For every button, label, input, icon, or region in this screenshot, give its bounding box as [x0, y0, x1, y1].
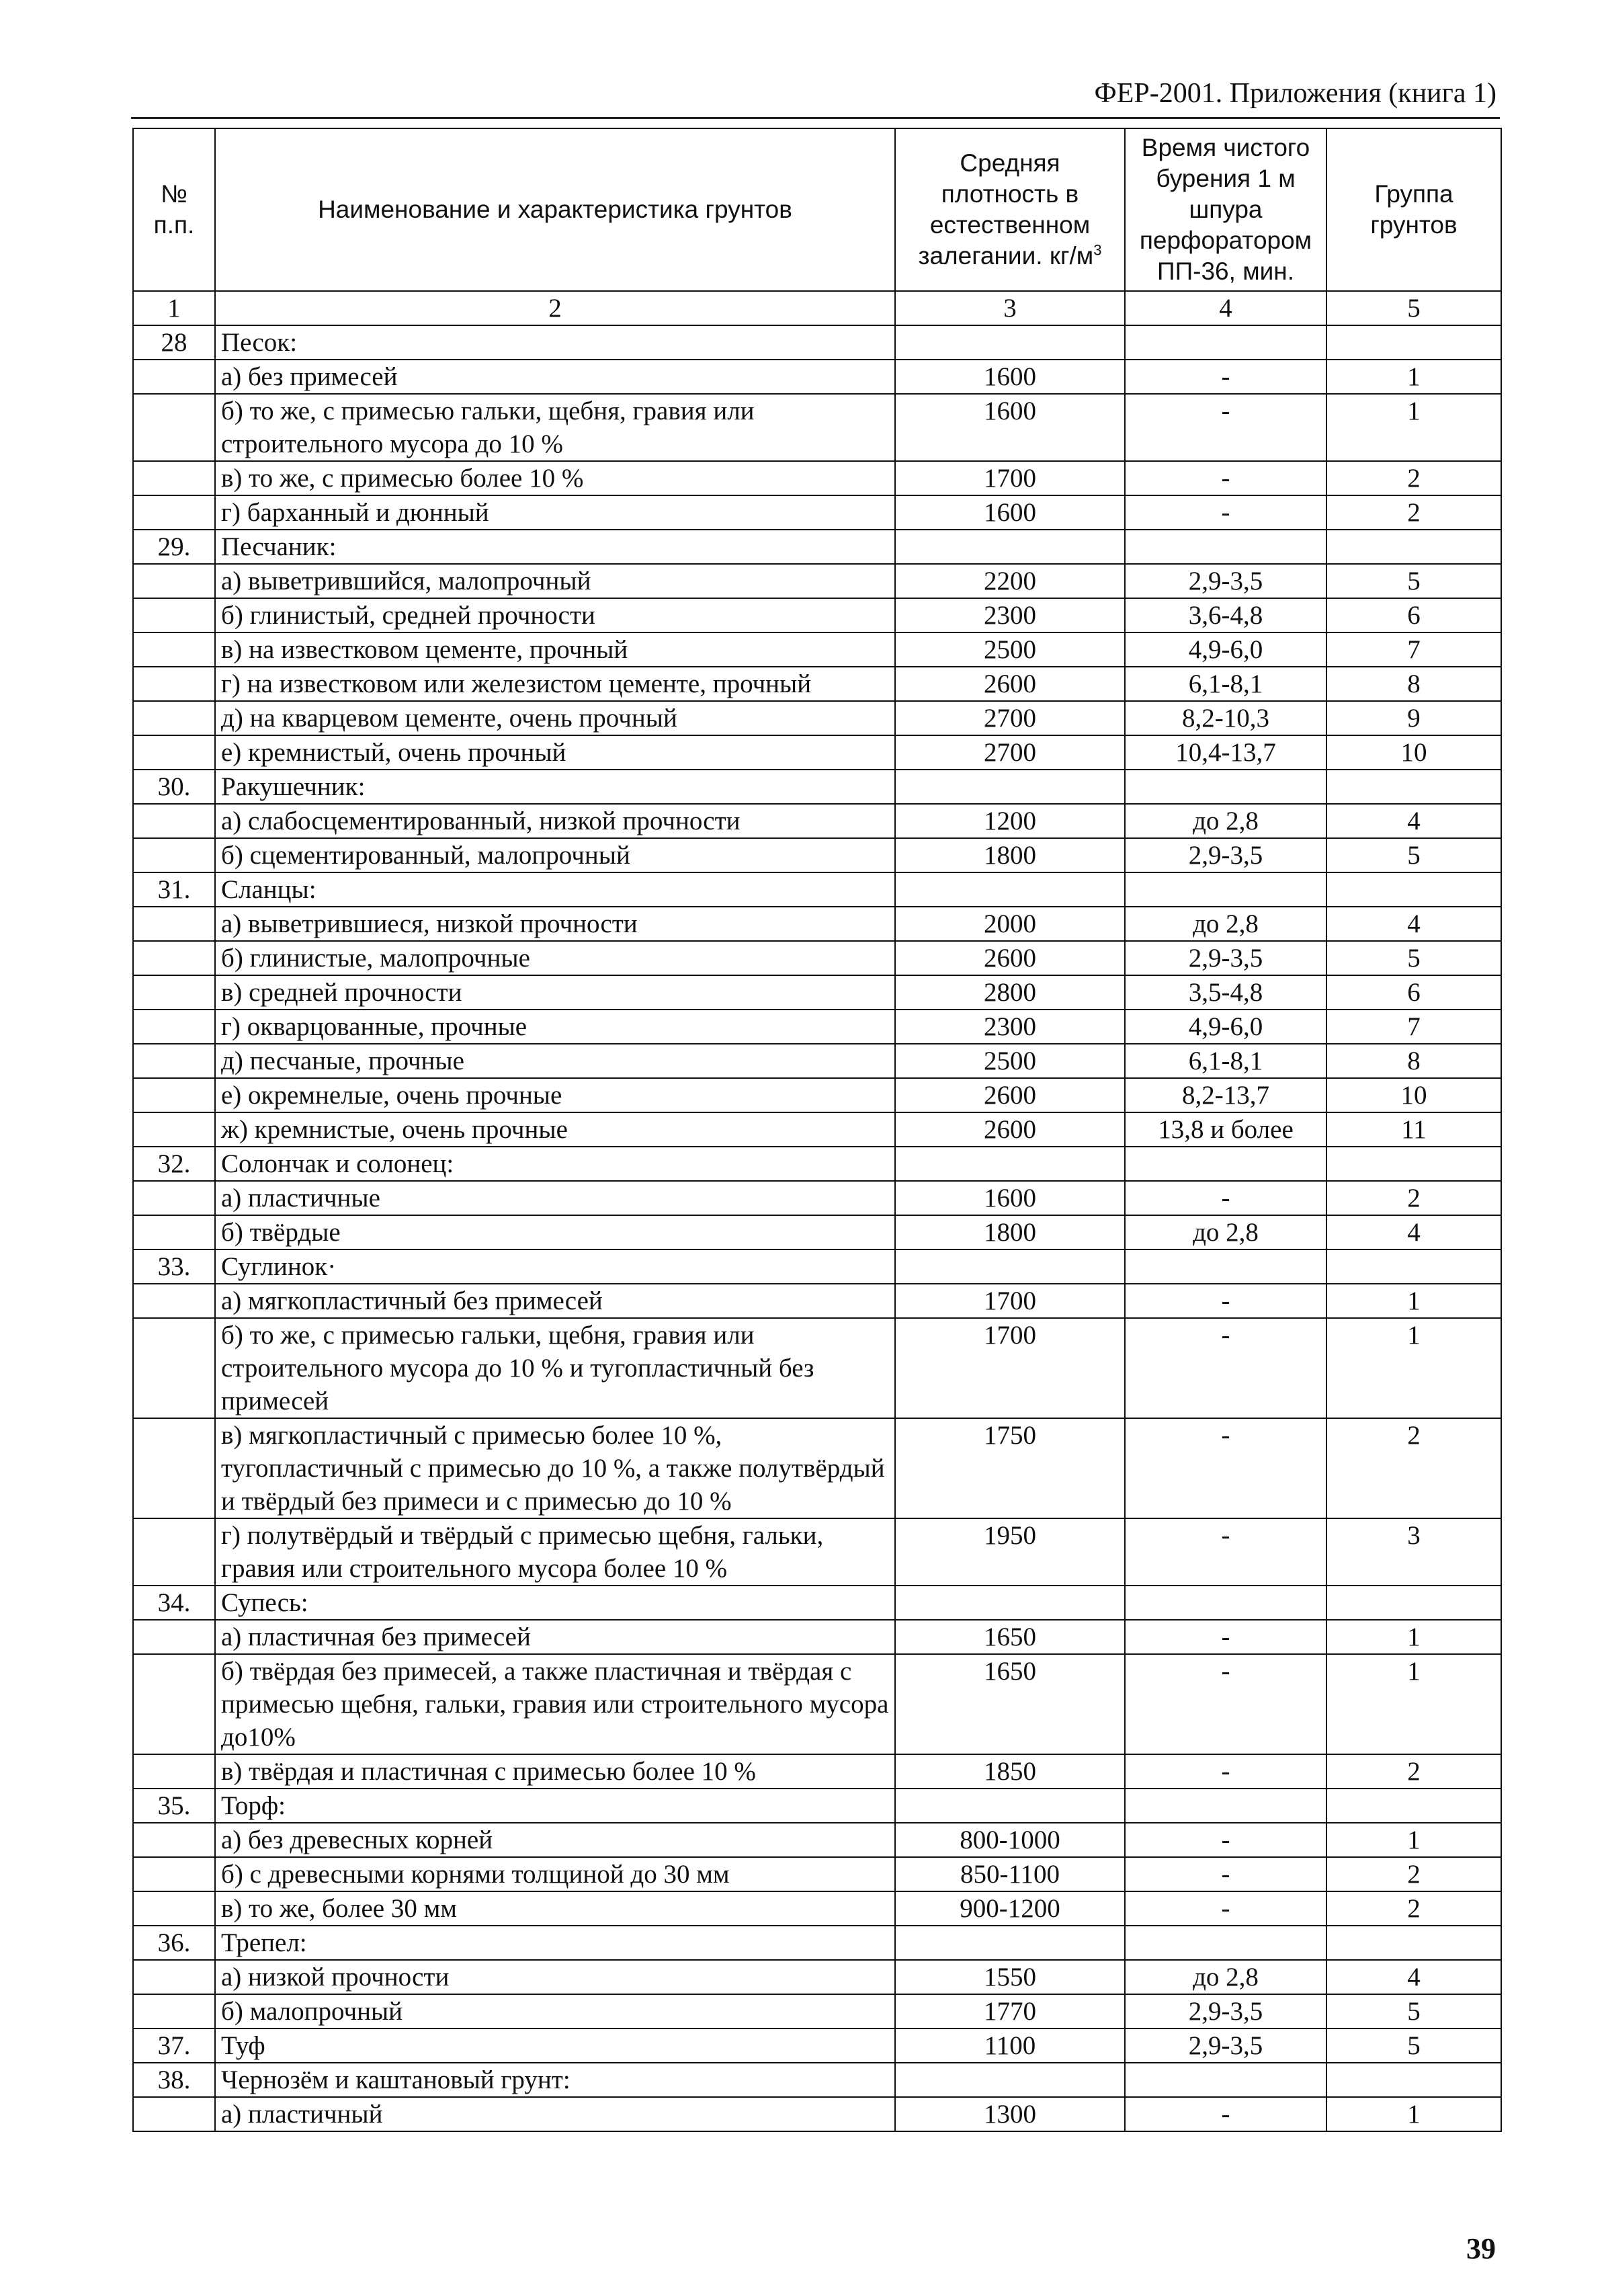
- soil-name: д) песчаные, прочные: [215, 1044, 895, 1078]
- soil-group-value: 1: [1326, 360, 1501, 394]
- table-row: [133, 1754, 1501, 1789]
- drill-time-value: -: [1125, 1518, 1326, 1586]
- drill-time-value: -: [1125, 1318, 1326, 1418]
- table-row: [133, 2063, 1501, 2097]
- drill-time-value: -: [1125, 1891, 1326, 1926]
- table-row: [133, 1249, 1501, 1284]
- density-value: [895, 1926, 1125, 1960]
- density-value: 2600: [895, 667, 1125, 701]
- table-row: [133, 941, 1501, 975]
- soil-group-value: 5: [1326, 838, 1501, 872]
- density-value: 1700: [895, 1284, 1125, 1318]
- drill-time-value: 8,2-10,3: [1125, 701, 1326, 735]
- column-number: 2: [215, 291, 895, 325]
- table-row: [133, 1078, 1501, 1112]
- soil-name: б) с древесными корнями толщиной до 30 мм: [215, 1857, 895, 1891]
- density-value: 2500: [895, 632, 1125, 667]
- soil-name: б) сцементированный, малопрочный: [215, 838, 895, 872]
- density-value: [895, 1586, 1125, 1620]
- soil-name: а) без примесей: [215, 360, 895, 394]
- table-row: [133, 360, 1501, 394]
- soil-name: Супесь:: [215, 1586, 895, 1620]
- table-row: [133, 1215, 1501, 1249]
- soil-group-value: 7: [1326, 632, 1501, 667]
- drill-time-value: до 2,8: [1125, 1960, 1326, 1994]
- row-number: [133, 1823, 215, 1857]
- soil-group-value: [1326, 1147, 1501, 1181]
- soil-name: б) глинистые, малопрочные: [215, 941, 895, 975]
- drill-time-value: [1125, 530, 1326, 564]
- drill-time-value: 2,9-3,5: [1125, 941, 1326, 975]
- soil-group-value: 5: [1326, 1994, 1501, 2028]
- row-number: [133, 1284, 215, 1318]
- table-row: [133, 2097, 1501, 2131]
- soil-group-value: 2: [1326, 461, 1501, 495]
- table-row: [133, 1789, 1501, 1823]
- soil-name: в) то же, более 30 мм: [215, 1891, 895, 1926]
- soil-group-value: 2: [1326, 1754, 1501, 1789]
- soil-name: г) на известковом или железистом цементе, прочный: [215, 667, 895, 701]
- soil-group-value: 4: [1326, 1215, 1501, 1249]
- drill-time-value: 2,9-3,5: [1125, 838, 1326, 872]
- soil-group-value: 7: [1326, 1010, 1501, 1044]
- row-number: [133, 495, 215, 530]
- row-number: [133, 1891, 215, 1926]
- table-row: [133, 1857, 1501, 1891]
- soil-name: а) слабосцементированный, низкой прочности: [215, 804, 895, 838]
- row-number: [133, 1654, 215, 1754]
- density-value: [895, 1147, 1125, 1181]
- density-value: 900-1200: [895, 1891, 1125, 1926]
- header-divider: [131, 117, 1500, 119]
- density-value: [895, 530, 1125, 564]
- soil-name: б) глинистый, средней прочности: [215, 598, 895, 632]
- soil-name: ж) кремнистые, очень прочные: [215, 1112, 895, 1147]
- table-row: [133, 394, 1501, 461]
- table-row: [133, 1823, 1501, 1857]
- soil-group-value: [1326, 1926, 1501, 1960]
- table-row: [133, 564, 1501, 598]
- table-row: [133, 1960, 1501, 1994]
- drill-time-value: -: [1125, 461, 1326, 495]
- row-number: [133, 975, 215, 1010]
- density-value: 1950: [895, 1518, 1125, 1586]
- soil-group-value: 2: [1326, 495, 1501, 530]
- drill-time-value: [1125, 872, 1326, 907]
- table-row: [133, 1586, 1501, 1620]
- soil-name: Сланцы:: [215, 872, 895, 907]
- soil-group-value: 4: [1326, 907, 1501, 941]
- soil-name: а) без древесных корней: [215, 1823, 895, 1857]
- table-row: [133, 838, 1501, 872]
- density-value: 1700: [895, 461, 1125, 495]
- soil-name: е) кремнистый, очень прочный: [215, 735, 895, 770]
- table-row: [133, 495, 1501, 530]
- drill-time-value: 10,4-13,7: [1125, 735, 1326, 770]
- drill-time-value: 2,9-3,5: [1125, 1994, 1326, 2028]
- soil-name: а) выветрившиеся, низкой прочности: [215, 907, 895, 941]
- table-row: [133, 735, 1501, 770]
- soil-name: г) полутвёрдый и твёрдый с примесью щебня, гальки, гравия или строительного мусора более 10 %: [215, 1518, 895, 1586]
- drill-time-value: 3,6-4,8: [1125, 598, 1326, 632]
- soil-name: в) то же, с примесью более 10 %: [215, 461, 895, 495]
- soil-name: Торф:: [215, 1789, 895, 1823]
- density-value: 1550: [895, 1960, 1125, 1994]
- density-value: 2600: [895, 1112, 1125, 1147]
- soil-group-value: [1326, 872, 1501, 907]
- row-number: [133, 1215, 215, 1249]
- running-header: ФЕР-2001. Приложения (книга 1): [1094, 78, 1496, 109]
- table-row: [133, 667, 1501, 701]
- soil-name: б) твёрдая без примесей, а также пластичная и твёрдая с примесью щебня, гальки, гравия или строительного мусора до10%: [215, 1654, 895, 1754]
- row-number: [133, 941, 215, 975]
- density-value: 850-1100: [895, 1857, 1125, 1891]
- soil-group-value: 3: [1326, 1518, 1501, 1586]
- table-row: [133, 1620, 1501, 1654]
- row-number: [133, 394, 215, 461]
- soil-name: Песчаник:: [215, 530, 895, 564]
- soil-group-value: 5: [1326, 564, 1501, 598]
- soil-group-value: 5: [1326, 941, 1501, 975]
- density-value: 1700: [895, 1318, 1125, 1418]
- soil-name: Трепел:: [215, 1926, 895, 1960]
- soil-name: Ракушечник:: [215, 770, 895, 804]
- column-number-row: [133, 291, 1501, 325]
- soil-group-value: 2: [1326, 1891, 1501, 1926]
- table-row: [133, 325, 1501, 360]
- soil-name: в) твёрдая и пластичная с примесью более 10 %: [215, 1754, 895, 1789]
- drill-time-value: 6,1-8,1: [1125, 667, 1326, 701]
- row-number: [133, 907, 215, 941]
- drill-time-value: до 2,8: [1125, 1215, 1326, 1249]
- density-value: 1650: [895, 1654, 1125, 1754]
- soil-group-value: 8: [1326, 1044, 1501, 1078]
- drill-time-value: 6,1-8,1: [1125, 1044, 1326, 1078]
- soil-group-value: 1: [1326, 1620, 1501, 1654]
- soil-group-value: 2: [1326, 1418, 1501, 1518]
- density-value: 1800: [895, 838, 1125, 872]
- table-row: [133, 1318, 1501, 1418]
- row-number: [133, 1418, 215, 1518]
- soil-group-value: [1326, 530, 1501, 564]
- column-number: 3: [895, 291, 1125, 325]
- soil-name: б) твёрдые: [215, 1215, 895, 1249]
- soil-group-value: 1: [1326, 1823, 1501, 1857]
- drill-time-value: 4,9-6,0: [1125, 632, 1326, 667]
- soil-group-value: 1: [1326, 1318, 1501, 1418]
- density-value: 1750: [895, 1418, 1125, 1518]
- soil-group-value: 4: [1326, 804, 1501, 838]
- header-name: Наименование и характеристика грунтов: [215, 128, 895, 291]
- drill-time-value: 3,5-4,8: [1125, 975, 1326, 1010]
- drill-time-value: -: [1125, 1620, 1326, 1654]
- row-number: [133, 804, 215, 838]
- row-number: [133, 598, 215, 632]
- table-row: [133, 530, 1501, 564]
- drill-time-value: -: [1125, 2097, 1326, 2131]
- column-number: 5: [1326, 291, 1501, 325]
- drill-time-value: [1125, 1926, 1326, 1960]
- row-number: [133, 1010, 215, 1044]
- soil-name: а) низкой прочности: [215, 1960, 895, 1994]
- soil-name: а) пластичные: [215, 1181, 895, 1215]
- row-number: 31.: [133, 872, 215, 907]
- density-value: [895, 1789, 1125, 1823]
- density-value: 1600: [895, 360, 1125, 394]
- header-density: [895, 128, 1125, 291]
- column-number: 1: [133, 291, 215, 325]
- row-number: [133, 1112, 215, 1147]
- drill-time-value: [1125, 2063, 1326, 2097]
- drill-time-value: до 2,8: [1125, 907, 1326, 941]
- table-body: [133, 325, 1501, 2131]
- soil-name: д) на кварцевом цементе, очень прочный: [215, 701, 895, 735]
- drill-time-value: -: [1125, 1418, 1326, 1518]
- table-row: [133, 1654, 1501, 1754]
- row-number: [133, 1518, 215, 1586]
- soil-name: Песок:: [215, 325, 895, 360]
- density-value: 1100: [895, 2028, 1125, 2063]
- density-value: 1800: [895, 1215, 1125, 1249]
- soil-group-value: 2: [1326, 1857, 1501, 1891]
- header-density-sup: 3: [1093, 241, 1102, 259]
- row-number: [133, 2097, 215, 2131]
- soil-group-value: 1: [1326, 1654, 1501, 1754]
- soil-group-value: 5: [1326, 2028, 1501, 2063]
- drill-time-value: [1125, 1586, 1326, 1620]
- soil-name: Солончак и солонец:: [215, 1147, 895, 1181]
- soil-group-value: 4: [1326, 1960, 1501, 1994]
- header-group: Группа грунтов: [1326, 128, 1501, 291]
- density-value: 2500: [895, 1044, 1125, 1078]
- row-number: [133, 735, 215, 770]
- row-number: 37.: [133, 2028, 215, 2063]
- drill-time-value: 2,9-3,5: [1125, 2028, 1326, 2063]
- column-number: 4: [1125, 291, 1326, 325]
- table-row: [133, 975, 1501, 1010]
- density-value: 2700: [895, 735, 1125, 770]
- soil-name: а) пластичная без примесей: [215, 1620, 895, 1654]
- soil-name: б) малопрочный: [215, 1994, 895, 2028]
- soil-name: Чернозём и каштановый грунт:: [215, 2063, 895, 2097]
- row-number: 33.: [133, 1249, 215, 1284]
- table-row: [133, 770, 1501, 804]
- soil-group-value: 8: [1326, 667, 1501, 701]
- density-value: 1650: [895, 1620, 1125, 1654]
- row-number: [133, 461, 215, 495]
- table-row: [133, 461, 1501, 495]
- density-value: 2300: [895, 598, 1125, 632]
- table-row: [133, 2028, 1501, 2063]
- row-number: 28: [133, 325, 215, 360]
- density-value: 1600: [895, 495, 1125, 530]
- drill-time-value: -: [1125, 495, 1326, 530]
- row-number: 36.: [133, 1926, 215, 1960]
- header-density-text: Средняя плотность в естественном залегании. кг/м: [918, 149, 1094, 270]
- row-number: [133, 838, 215, 872]
- soil-name: а) мягкопластичный без примесей: [215, 1284, 895, 1318]
- soil-name: в) на известковом цементе, прочный: [215, 632, 895, 667]
- drill-time-value: -: [1125, 1181, 1326, 1215]
- table-row: [133, 804, 1501, 838]
- table-row: [133, 1181, 1501, 1215]
- row-number: 29.: [133, 530, 215, 564]
- row-number: [133, 632, 215, 667]
- drill-time-value: 4,9-6,0: [1125, 1010, 1326, 1044]
- soil-name: а) выветрившийся, малопрочный: [215, 564, 895, 598]
- soil-group-value: 11: [1326, 1112, 1501, 1147]
- row-number: [133, 1754, 215, 1789]
- density-value: 1850: [895, 1754, 1125, 1789]
- row-number: [133, 1620, 215, 1654]
- density-value: 1600: [895, 1181, 1125, 1215]
- drill-time-value: 2,9-3,5: [1125, 564, 1326, 598]
- drill-time-value: -: [1125, 394, 1326, 461]
- soil-name: г) барханный и дюнный: [215, 495, 895, 530]
- row-number: [133, 667, 215, 701]
- density-value: 2000: [895, 907, 1125, 941]
- soil-name: Туф: [215, 2028, 895, 2063]
- table-row: [133, 1994, 1501, 2028]
- row-number: [133, 564, 215, 598]
- soil-group-value: [1326, 2063, 1501, 2097]
- density-value: 2200: [895, 564, 1125, 598]
- table-header: [133, 128, 1501, 291]
- table-row: [133, 872, 1501, 907]
- row-number: 30.: [133, 770, 215, 804]
- drill-time-value: 13,8 и более: [1125, 1112, 1326, 1147]
- soil-group-value: 2: [1326, 1181, 1501, 1215]
- soil-name: а) пластичный: [215, 2097, 895, 2131]
- drill-time-value: 8,2-13,7: [1125, 1078, 1326, 1112]
- soil-name: г) окварцованные, прочные: [215, 1010, 895, 1044]
- soil-classification-table: [132, 128, 1502, 2132]
- table-row: [133, 1112, 1501, 1147]
- density-value: 2800: [895, 975, 1125, 1010]
- table-row: [133, 1044, 1501, 1078]
- drill-time-value: -: [1125, 360, 1326, 394]
- soil-name: в) мягкопластичный с примесью более 10 %, тугопластичный с примесью до 10 %, а также полутвёрдый и твёрдый без примеси и с примесью до 10 %: [215, 1418, 895, 1518]
- soil-group-value: [1326, 1249, 1501, 1284]
- soil-group-value: 6: [1326, 598, 1501, 632]
- row-number: [133, 360, 215, 394]
- drill-time-value: -: [1125, 1857, 1326, 1891]
- row-number: 35.: [133, 1789, 215, 1823]
- row-number: [133, 1857, 215, 1891]
- soil-group-value: [1326, 325, 1501, 360]
- density-value: 1200: [895, 804, 1125, 838]
- table-row: [133, 1926, 1501, 1960]
- drill-time-value: до 2,8: [1125, 804, 1326, 838]
- table-row: [133, 907, 1501, 941]
- soil-group-value: 1: [1326, 394, 1501, 461]
- table-row: [133, 1284, 1501, 1318]
- density-value: [895, 770, 1125, 804]
- table-row: [133, 1418, 1501, 1518]
- header-num: № п.п.: [133, 128, 215, 291]
- soil-group-value: 10: [1326, 735, 1501, 770]
- drill-time-value: [1125, 770, 1326, 804]
- soil-group-value: [1326, 770, 1501, 804]
- density-value: 1300: [895, 2097, 1125, 2131]
- row-number: [133, 1181, 215, 1215]
- soil-group-value: [1326, 1586, 1501, 1620]
- soil-group-value: 10: [1326, 1078, 1501, 1112]
- drill-time-value: [1125, 325, 1326, 360]
- soil-group-value: 6: [1326, 975, 1501, 1010]
- drill-time-value: -: [1125, 1823, 1326, 1857]
- page-number: 39: [1466, 2232, 1496, 2265]
- soil-name: б) то же, с примесью гальки, щебня, гравия или строительного мусора до 10 %: [215, 394, 895, 461]
- header-drill-time: Время чистого бурения 1 м шпура перфоратором ПП-36, мин.: [1125, 128, 1326, 291]
- density-value: 1770: [895, 1994, 1125, 2028]
- soil-group-value: 1: [1326, 1284, 1501, 1318]
- drill-time-value: -: [1125, 1654, 1326, 1754]
- row-number: [133, 1078, 215, 1112]
- soil-group-value: [1326, 1789, 1501, 1823]
- drill-time-value: [1125, 1789, 1326, 1823]
- density-value: 2300: [895, 1010, 1125, 1044]
- drill-time-value: [1125, 1147, 1326, 1181]
- row-number: 38.: [133, 2063, 215, 2097]
- density-value: 1600: [895, 394, 1125, 461]
- density-value: 2600: [895, 941, 1125, 975]
- soil-name: в) средней прочности: [215, 975, 895, 1010]
- drill-time-value: -: [1125, 1284, 1326, 1318]
- table-row: [133, 701, 1501, 735]
- table-row: [133, 1010, 1501, 1044]
- row-number: [133, 701, 215, 735]
- density-value: 2600: [895, 1078, 1125, 1112]
- table-row: [133, 1147, 1501, 1181]
- density-value: 2700: [895, 701, 1125, 735]
- row-number: [133, 1044, 215, 1078]
- density-value: [895, 872, 1125, 907]
- row-number: 32.: [133, 1147, 215, 1181]
- table-row: [133, 1518, 1501, 1586]
- soil-group-value: 1: [1326, 2097, 1501, 2131]
- row-number: [133, 1960, 215, 1994]
- density-value: [895, 325, 1125, 360]
- row-number: [133, 1994, 215, 2028]
- density-value: [895, 2063, 1125, 2097]
- density-value: 800-1000: [895, 1823, 1125, 1857]
- table-row: [133, 598, 1501, 632]
- density-value: [895, 1249, 1125, 1284]
- soil-name: Суглинок·: [215, 1249, 895, 1284]
- soil-name: е) окремнелые, очень прочные: [215, 1078, 895, 1112]
- row-number: [133, 1318, 215, 1418]
- soil-name: б) то же, с примесью гальки, щебня, гравия или строительного мусора до 10 % и тугопластичный без примесей: [215, 1318, 895, 1418]
- table-row: [133, 632, 1501, 667]
- drill-time-value: [1125, 1249, 1326, 1284]
- drill-time-value: -: [1125, 1754, 1326, 1789]
- table-row: [133, 1891, 1501, 1926]
- soil-group-value: 9: [1326, 701, 1501, 735]
- row-number: 34.: [133, 1586, 215, 1620]
